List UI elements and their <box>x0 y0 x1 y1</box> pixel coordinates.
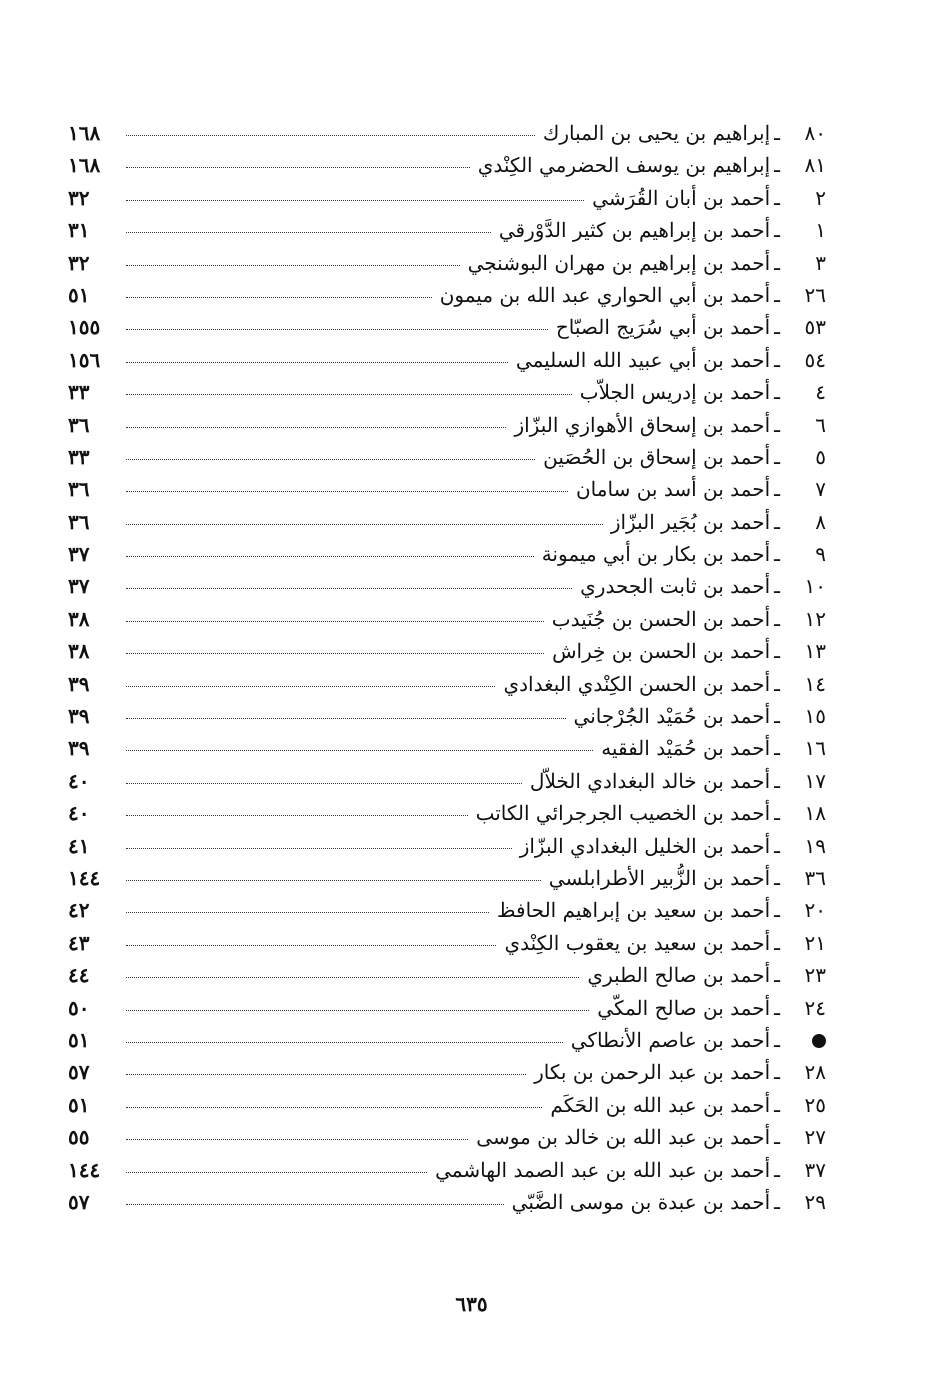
entry-dash: ـ <box>774 768 780 793</box>
entry-page-number: ٣٣ <box>68 444 90 469</box>
entry-number: ٨ <box>815 509 826 534</box>
entry-page-number: ٤٤ <box>68 963 90 988</box>
entry-page-number: ١٤٤ <box>68 1157 101 1182</box>
entry-number: ١٤ <box>804 671 826 696</box>
entry-dash: ـ <box>774 606 780 631</box>
entry-number: ١٨ <box>804 801 826 826</box>
dot-leader <box>126 329 548 330</box>
entry-name: أحمد بن إبراهيم بن كثير الدَّوْرقي <box>498 218 771 243</box>
dot-leader <box>126 556 534 557</box>
dot-leader <box>126 945 496 946</box>
index-entry <box>68 149 826 181</box>
entry-name: أحمد بن الحسن بن خِراش <box>552 639 771 664</box>
dot-leader <box>126 491 568 492</box>
entry-number: ١٥ <box>804 704 826 729</box>
entry-page-number: ٣٨ <box>68 606 90 631</box>
entry-name: أحمد بن أسد بن سامان <box>575 477 771 502</box>
entry-name: أحمد بن إسحاق بن الحُصَين <box>543 444 771 469</box>
entry-name: أحمد بن صالح المكّي <box>597 995 771 1020</box>
entry-page-number: ٥١ <box>68 1092 90 1117</box>
entry-dash: ـ <box>774 736 780 761</box>
entry-dash: ـ <box>774 153 780 178</box>
entry-number: ١ <box>815 218 826 243</box>
dot-leader <box>126 621 544 622</box>
entry-dash: ـ <box>774 995 780 1020</box>
dot-leader <box>126 1204 504 1205</box>
bullet-icon <box>812 1034 826 1048</box>
entry-number: ٣٧ <box>804 1157 826 1182</box>
dot-leader <box>126 524 603 525</box>
entry-dash: ـ <box>774 250 780 275</box>
entry-dash: ـ <box>774 704 780 729</box>
entry-dash: ـ <box>774 509 780 534</box>
entry-dash: ـ <box>774 574 780 599</box>
entry-dash: ـ <box>774 1027 780 1052</box>
dot-leader <box>126 815 468 816</box>
entry-dash: ـ <box>774 121 780 145</box>
index-entry <box>68 894 826 926</box>
entry-page-number: ٣٨ <box>68 639 90 664</box>
index-entry <box>68 311 826 343</box>
dot-leader <box>126 750 593 751</box>
entry-name: أحمد بن سعيد بن يعقوب الكِنْدي <box>504 930 771 955</box>
index-entry <box>68 862 826 894</box>
entry-number: ٤ <box>815 380 826 405</box>
index-entry <box>68 344 826 376</box>
index-entry <box>68 1089 826 1121</box>
entry-name: أحمد بن بكار بن أبي ميمونة <box>541 542 771 567</box>
entry-page-number: ٥٧ <box>68 1189 90 1214</box>
entry-page-number: ٣٢ <box>68 185 90 210</box>
dot-leader <box>126 653 544 654</box>
entry-name: أحمد بن سعيد بن إبراهيم الحافظ <box>497 898 771 923</box>
entry-name: أحمد بن عاصم الأنطاكي <box>570 1027 771 1052</box>
dot-leader <box>126 394 572 395</box>
index-entry <box>68 1024 826 1056</box>
entry-page-number: ٤٠ <box>68 801 90 826</box>
entry-page-number: ٣٧ <box>68 542 90 567</box>
entry-number: ٦ <box>815 412 826 437</box>
index-entry <box>68 441 826 473</box>
entry-number: ٧ <box>815 477 826 502</box>
entry-page-number: ١٦٨ <box>68 121 101 145</box>
dot-leader <box>126 459 535 460</box>
entry-number: ٢٠ <box>804 898 826 923</box>
index-entry <box>68 506 826 538</box>
entry-number: ٢٨ <box>804 1060 826 1085</box>
entry-page-number: ٥٠ <box>68 995 90 1020</box>
dot-leader <box>126 1172 427 1173</box>
entry-number: ٢٥ <box>804 1092 826 1117</box>
index-entry <box>68 570 826 602</box>
index-entry <box>68 1154 826 1186</box>
entry-page-number: ٣١ <box>68 218 90 243</box>
entry-number: ٢٤ <box>804 995 826 1020</box>
entry-dash: ـ <box>774 542 780 567</box>
entry-name: أحمد بن عبد الله بن عبد الصمد الهاشمي <box>435 1157 771 1182</box>
entry-dash: ـ <box>774 1157 780 1182</box>
entry-name: أحمد بن الحسن بن جُنَيدب <box>551 606 771 631</box>
index-entry <box>68 117 826 149</box>
index-entry <box>68 279 826 311</box>
index-entry <box>68 182 826 214</box>
entry-number: ٢٦ <box>804 282 826 307</box>
entry-dash: ـ <box>774 1060 780 1085</box>
entry-page-number: ٤٢ <box>68 898 90 923</box>
index-entry <box>68 830 826 862</box>
index-entry <box>68 473 826 505</box>
entry-number: ٢٧ <box>804 1125 826 1150</box>
entry-page-number: ٣٩ <box>68 704 90 729</box>
entry-page-number: ٣٩ <box>68 736 90 761</box>
entry-name: أحمد بن حُمَيْد الجُرْجاني <box>573 704 771 729</box>
index-entry <box>68 765 826 797</box>
entry-number: ٨٠ <box>804 121 826 145</box>
entry-page-number: ٤٠ <box>68 768 90 793</box>
dot-leader <box>126 686 495 687</box>
entry-page-number: ٣٣ <box>68 380 90 405</box>
index-entry <box>68 668 826 700</box>
index-entry <box>68 959 826 991</box>
entry-name: أحمد بن أبان القُرَشي <box>592 185 771 210</box>
index-list <box>68 117 826 1218</box>
entry-page-number: ٥٥ <box>68 1125 90 1150</box>
dot-leader <box>126 1139 468 1140</box>
entry-number: ١٧ <box>804 768 826 793</box>
entry-page-number: ٣٦ <box>68 412 90 437</box>
entry-dash: ـ <box>774 930 780 955</box>
entry-dash: ـ <box>774 185 780 210</box>
entry-page-number: ١٦٨ <box>68 153 101 178</box>
entry-dash: ـ <box>774 477 780 502</box>
entry-page-number: ٤٣ <box>68 930 90 955</box>
entry-number: ١٩ <box>804 833 826 858</box>
entry-name: أحمد بن عبدة بن موسى الضَّبّي <box>511 1189 771 1214</box>
entry-name: أحمد بن الزُّبير الأطرابلسي <box>548 865 771 890</box>
entry-number: ٨١ <box>804 153 826 178</box>
entry-page-number: ٣٢ <box>68 250 90 275</box>
entry-page-number: ٣٧ <box>68 574 90 599</box>
entry-number: ٣ <box>815 250 826 275</box>
entry-name: أحمد بن عبد الله بن الحَكَم <box>550 1092 771 1117</box>
dot-leader <box>126 848 512 849</box>
index-entry <box>68 992 826 1024</box>
entry-name: أحمد بن الحسن الكِنْدي البغدادي <box>503 671 771 696</box>
entry-name: أحمد بن أبي عبيد الله السليمي <box>515 347 771 372</box>
entry-dash: ـ <box>774 963 780 988</box>
entry-page-number: ٥١ <box>68 282 90 307</box>
entry-dash: ـ <box>774 801 780 826</box>
entry-page-number: ٥٧ <box>68 1060 90 1085</box>
dot-leader <box>126 1042 563 1043</box>
entry-number <box>786 1024 826 1056</box>
index-entry <box>68 214 826 246</box>
entry-dash: ـ <box>774 315 780 340</box>
entry-number: ١٣ <box>804 639 826 664</box>
entry-name: أحمد بن خالد البغدادي الخلاّل <box>529 768 771 793</box>
entry-name: أحمد بن إبراهيم بن مهران البوشنجي <box>467 250 771 275</box>
entry-dash: ـ <box>774 639 780 664</box>
entry-name: أحمد بن بُجَير البزّاز <box>610 509 771 534</box>
entry-name: أحمد بن ثابت الجحدري <box>580 574 771 599</box>
entry-dash: ـ <box>774 898 780 923</box>
entry-number: ١٢ <box>804 606 826 631</box>
index-entry <box>68 376 826 408</box>
entry-name: إبراهيم بن يحيى بن المبارك <box>542 121 771 145</box>
entry-dash: ـ <box>774 282 780 307</box>
dot-leader <box>126 783 522 784</box>
index-entry <box>68 797 826 829</box>
entry-name: أحمد بن أبي سُرَيج الصبّاح <box>555 315 771 340</box>
entry-dash: ـ <box>774 380 780 405</box>
index-entry <box>68 603 826 635</box>
dot-leader <box>126 718 566 719</box>
dot-leader <box>126 135 535 136</box>
index-entry <box>68 700 826 732</box>
dot-leader <box>126 977 579 978</box>
entry-name: أحمد بن عبد الرحمن بن بكار <box>534 1060 771 1085</box>
entry-dash: ـ <box>774 412 780 437</box>
entry-number: ١٦ <box>804 736 826 761</box>
index-entry <box>68 1186 826 1218</box>
dot-leader <box>126 1107 542 1108</box>
entry-name: أحمد بن صالح الطبري <box>587 963 771 988</box>
dot-leader <box>126 880 541 881</box>
entry-dash: ـ <box>774 671 780 696</box>
page-number: ٦٣٥ <box>455 1292 488 1316</box>
entry-number: ٥ <box>815 444 826 469</box>
entry-number: ٥٣ <box>804 315 826 340</box>
entry-dash: ـ <box>774 444 780 469</box>
entry-number: ٥٤ <box>804 347 826 372</box>
entry-page-number: ١٥٥ <box>68 315 101 340</box>
entry-page-number: ٣٩ <box>68 671 90 696</box>
index-entry <box>68 927 826 959</box>
entry-number: ٣٦ <box>804 865 826 890</box>
entry-page-number: ١٥٦ <box>68 347 101 372</box>
index-entry <box>68 538 826 570</box>
entry-number: ٢ <box>815 185 826 210</box>
entry-name: أحمد بن عبد الله بن خالد بن موسى <box>476 1125 771 1150</box>
dot-leader <box>126 588 572 589</box>
index-entry <box>68 409 826 441</box>
entry-dash: ـ <box>774 1092 780 1117</box>
entry-name: أحمد بن حُمَيْد الفقيه <box>601 736 771 761</box>
dot-leader <box>126 297 432 298</box>
entry-page-number: ١٤٤ <box>68 865 101 890</box>
entry-number: ٢٣ <box>804 963 826 988</box>
dot-leader <box>126 362 508 363</box>
entry-number: ١٠ <box>804 574 826 599</box>
entry-name: أحمد بن إسحاق الأهوازي البزّاز <box>514 412 771 437</box>
index-entry <box>68 1056 826 1088</box>
entry-dash: ـ <box>774 1125 780 1150</box>
index-entry <box>68 635 826 667</box>
dot-leader <box>126 200 584 201</box>
entry-name: أحمد بن أبي الحواري عبد الله بن ميمون <box>439 282 771 307</box>
entry-number: ٩ <box>815 542 826 567</box>
entry-name: أحمد بن الخصيب الجرجرائي الكاتب <box>475 801 771 826</box>
entry-name: أحمد بن الخليل البغدادي البزّاز <box>519 833 771 858</box>
index-entry <box>68 732 826 764</box>
entry-number: ٢١ <box>804 930 826 955</box>
entry-dash: ـ <box>774 865 780 890</box>
dot-leader <box>126 1010 589 1011</box>
entry-page-number: ٣٦ <box>68 477 90 502</box>
index-entry <box>68 247 826 279</box>
entry-dash: ـ <box>774 347 780 372</box>
dot-leader <box>126 427 506 428</box>
entry-dash: ـ <box>774 833 780 858</box>
entry-name: إبراهيم بن يوسف الحضرمي الكِنْدي <box>477 153 771 178</box>
entry-dash: ـ <box>774 1189 780 1214</box>
entry-number: ٢٩ <box>804 1189 826 1214</box>
entry-name: أحمد بن إدريس الجلاّب <box>579 380 771 405</box>
entry-page-number: ٤١ <box>68 833 90 858</box>
dot-leader <box>126 167 470 168</box>
dot-leader <box>126 1074 526 1075</box>
dot-leader <box>126 232 491 233</box>
entry-dash: ـ <box>774 218 780 243</box>
entry-page-number: ٣٦ <box>68 509 90 534</box>
dot-leader <box>126 912 489 913</box>
index-entry <box>68 1121 826 1153</box>
entry-page-number: ٥١ <box>68 1027 90 1052</box>
dot-leader <box>126 265 460 266</box>
